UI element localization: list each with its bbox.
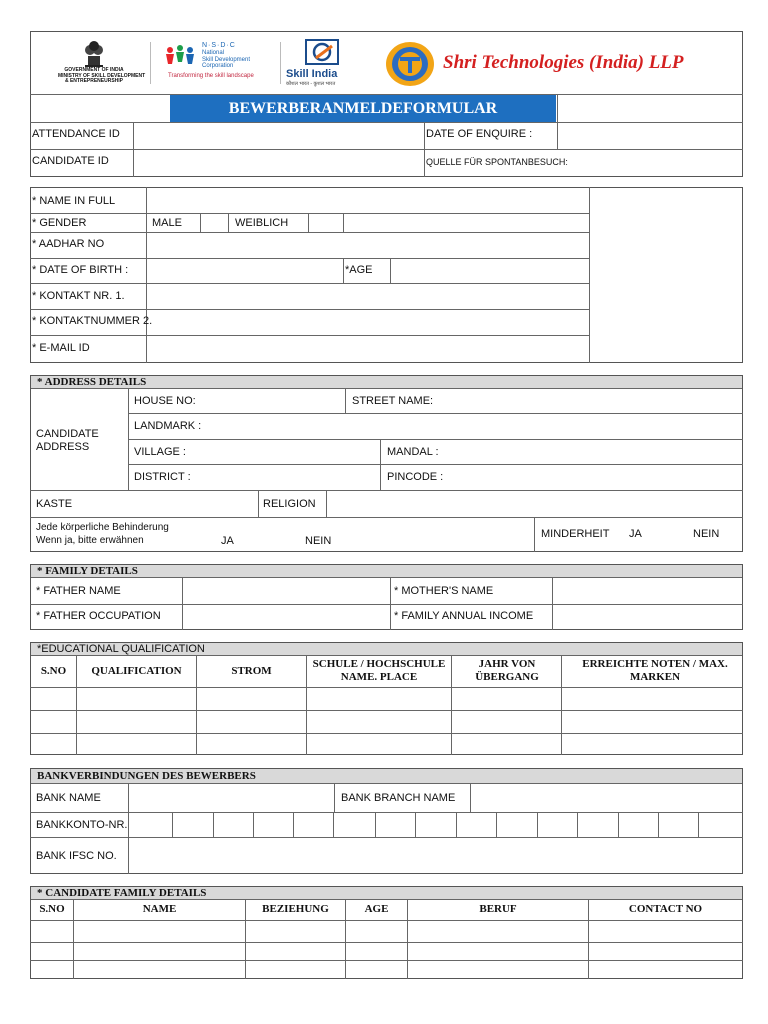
candidate-address-label-2: ADDRESS — [36, 441, 90, 453]
nsdc-people-icon — [162, 44, 198, 74]
nsdc-name-2: Skill Development — [202, 56, 251, 63]
address-heading-text: * ADDRESS DETAILS — [37, 376, 147, 388]
company-name: Shri Technologies (India) LLP — [443, 52, 684, 73]
pincode-label: PINCODE : — [387, 471, 444, 483]
disability-label-1: Jede körperliche Behinderung — [36, 522, 169, 533]
father-occupation-label: * FATHER OCCUPATION — [36, 610, 161, 622]
fam-col-contact: CONTACT NO — [628, 903, 703, 915]
fam-col-name: NAME — [142, 903, 177, 915]
fam-col-relation: BEZIEHUNG — [262, 903, 329, 915]
company-logo — [384, 40, 436, 88]
candidate-id-field[interactable] — [134, 150, 424, 176]
form-title-bar — [170, 95, 556, 122]
education-row[interactable] — [31, 711, 742, 733]
district-label: DISTRICT : — [134, 471, 191, 483]
edu-col-year: JAHR VON ÜBERGANG — [475, 658, 539, 683]
skill-india-logo — [284, 38, 366, 88]
contact2-field[interactable] — [147, 310, 589, 335]
family-heading — [31, 565, 742, 578]
contact1-label: * KONTAKT NR. 1. — [32, 290, 125, 302]
photo-box[interactable] — [590, 188, 742, 362]
religion-field[interactable] — [327, 491, 742, 517]
education-row[interactable] — [31, 688, 742, 710]
minority-yes-option[interactable]: JA — [629, 528, 642, 540]
form-title: BEWERBERANMELDEFORMULAR — [228, 100, 498, 117]
candidate-family-row[interactable] — [31, 921, 742, 942]
bank-name-label: BANK NAME — [36, 792, 101, 804]
nsdc-tagline: Transforming the skill landscape — [168, 73, 254, 79]
landmark-field[interactable] — [210, 414, 742, 439]
nsdc-name-3: Corporation — [202, 63, 234, 69]
gov-caption-line-2: MINISTRY OF SKILL DEVELOPMENT — [58, 72, 146, 79]
district-field[interactable] — [200, 465, 380, 490]
fam-col-occupation: BERUF — [479, 903, 517, 915]
fam-col-age: AGE — [364, 903, 389, 915]
account-no-label: BANKKONTO-NR. — [36, 819, 128, 831]
nsdc-logo — [162, 42, 280, 86]
gov-caption-line-1: GOVERNMENT OF INDIA — [64, 67, 124, 73]
religion-label: RELIGION — [263, 498, 316, 510]
lion-capital-icon — [58, 38, 130, 68]
mandal-label: MANDAL : — [387, 446, 439, 458]
company-emblem-icon — [384, 40, 436, 88]
name-in-full-label: * NAME IN FULL — [32, 195, 116, 207]
gender-female-checkbox[interactable] — [309, 214, 343, 232]
caste-label: KASTE — [36, 498, 73, 510]
edu-col-marks: ERREICHTE NOTEN / MAX. MARKEN — [582, 658, 728, 683]
edu-col-stream: STROM — [231, 665, 272, 677]
candidate-family-row[interactable] — [31, 943, 742, 960]
email-field[interactable] — [147, 336, 589, 362]
attendance-id-field[interactable] — [134, 123, 424, 149]
candidate-id-label: CANDIDATE ID — [32, 155, 109, 167]
mother-name-label: * MOTHER'S NAME — [394, 585, 494, 597]
fam-col-sno: S.NO — [39, 903, 65, 915]
edu-col-school: SCHULE / HOCHSCHULE NAME. PLACE — [312, 658, 446, 683]
mandal-field[interactable] — [450, 440, 742, 464]
branch-name-field[interactable] — [471, 785, 742, 812]
candidate-address-label-1: CANDIDATE — [36, 428, 99, 440]
walk-in-source-label: QUELLE FÜR SPONTANBESUCH: — [426, 157, 568, 167]
email-label: * E-MAIL ID — [32, 342, 90, 354]
father-name-field[interactable] — [183, 579, 390, 604]
gender-male-checkbox[interactable] — [201, 214, 228, 232]
attendance-id-label: ATTENDANCE ID — [32, 128, 120, 140]
ifsc-field[interactable] — [129, 838, 742, 873]
father-occupation-field[interactable] — [183, 605, 390, 629]
caste-field[interactable] — [128, 491, 258, 517]
village-label: VILLAGE : — [134, 446, 186, 458]
bank-heading-text: BANKVERBINDUNGEN DES BEWERBERS — [37, 770, 256, 782]
mother-name-field[interactable] — [553, 579, 742, 604]
date-of-enquire-label: DATE OF ENQUIRE : — [426, 128, 533, 140]
address-heading — [31, 376, 742, 389]
ifsc-label: BANK IFSC NO. — [36, 850, 117, 862]
aadhar-label: * AADHAR NO — [32, 238, 105, 250]
edu-col-sno: S.NO — [40, 665, 67, 677]
education-heading-text: *EDUCATIONAL QUALIFICATION — [37, 643, 205, 655]
edu-col-qualification: QUALIFICATION — [91, 665, 182, 677]
street-name-label: STREET NAME: — [352, 395, 434, 407]
landmark-label: LANDMARK : — [134, 420, 202, 432]
minority-label: MINDERHEIT — [541, 528, 610, 540]
pincode-field[interactable] — [450, 465, 742, 490]
family-income-field[interactable] — [553, 605, 742, 629]
nsdc-name-1: National — [202, 50, 225, 56]
street-name-field[interactable] — [440, 390, 742, 413]
bank-name-field[interactable] — [129, 785, 334, 812]
skill-india-tagline: कौशल भारत - कुशल भारत — [286, 81, 336, 87]
dob-label: * DATE OF BIRTH : — [32, 264, 129, 276]
age-field[interactable] — [391, 259, 589, 283]
disability-label-2: Wenn ja, bitte erwähnen — [36, 535, 144, 546]
father-name-label: * FATHER NAME — [36, 585, 121, 597]
contact2-label: * KONTAKTNUMMER 2. — [32, 315, 153, 327]
candidate-family-heading-text: * CANDIDATE FAMILY DETAILS — [37, 887, 207, 899]
contact1-field[interactable] — [147, 284, 589, 309]
skill-india-name: Skill India — [286, 68, 338, 80]
date-of-enquire-field[interactable] — [558, 123, 742, 149]
account-no-field[interactable] — [173, 813, 742, 837]
education-row[interactable] — [31, 734, 742, 755]
gender-male-label: MALE — [152, 217, 182, 229]
name-in-full-field[interactable] — [147, 188, 589, 213]
house-no-field[interactable] — [200, 390, 345, 413]
education-heading — [31, 643, 742, 656]
village-field[interactable] — [195, 440, 380, 464]
dob-field[interactable] — [147, 259, 343, 283]
disability-yes-option[interactable]: JA — [221, 535, 234, 547]
government-emblem-logo — [58, 38, 146, 90]
candidate-family-row[interactable] — [31, 961, 742, 978]
gender-label: * GENDER — [32, 217, 87, 229]
house-no-label: HOUSE NO: — [134, 395, 196, 407]
bank-heading — [31, 769, 742, 784]
branch-name-label: BANK BRANCH NAME — [341, 792, 456, 804]
aadhar-field[interactable] — [147, 233, 589, 258]
skill-india-gear-icon — [302, 38, 342, 68]
minority-no-option[interactable]: NEIN — [693, 528, 720, 540]
family-heading-text: * FAMILY DETAILS — [37, 565, 138, 577]
disability-no-option[interactable]: NEIN — [305, 535, 332, 547]
gov-caption-line-3: & ENTREPRENEURSHIP — [64, 78, 124, 84]
family-income-label: * FAMILY ANNUAL INCOME — [394, 610, 534, 622]
gender-female-label: WEIBLICH — [235, 217, 289, 229]
candidate-family-heading — [31, 887, 742, 900]
age-label: *AGE — [345, 264, 373, 276]
nsdc-abbr: N·S·D·C — [202, 42, 236, 49]
